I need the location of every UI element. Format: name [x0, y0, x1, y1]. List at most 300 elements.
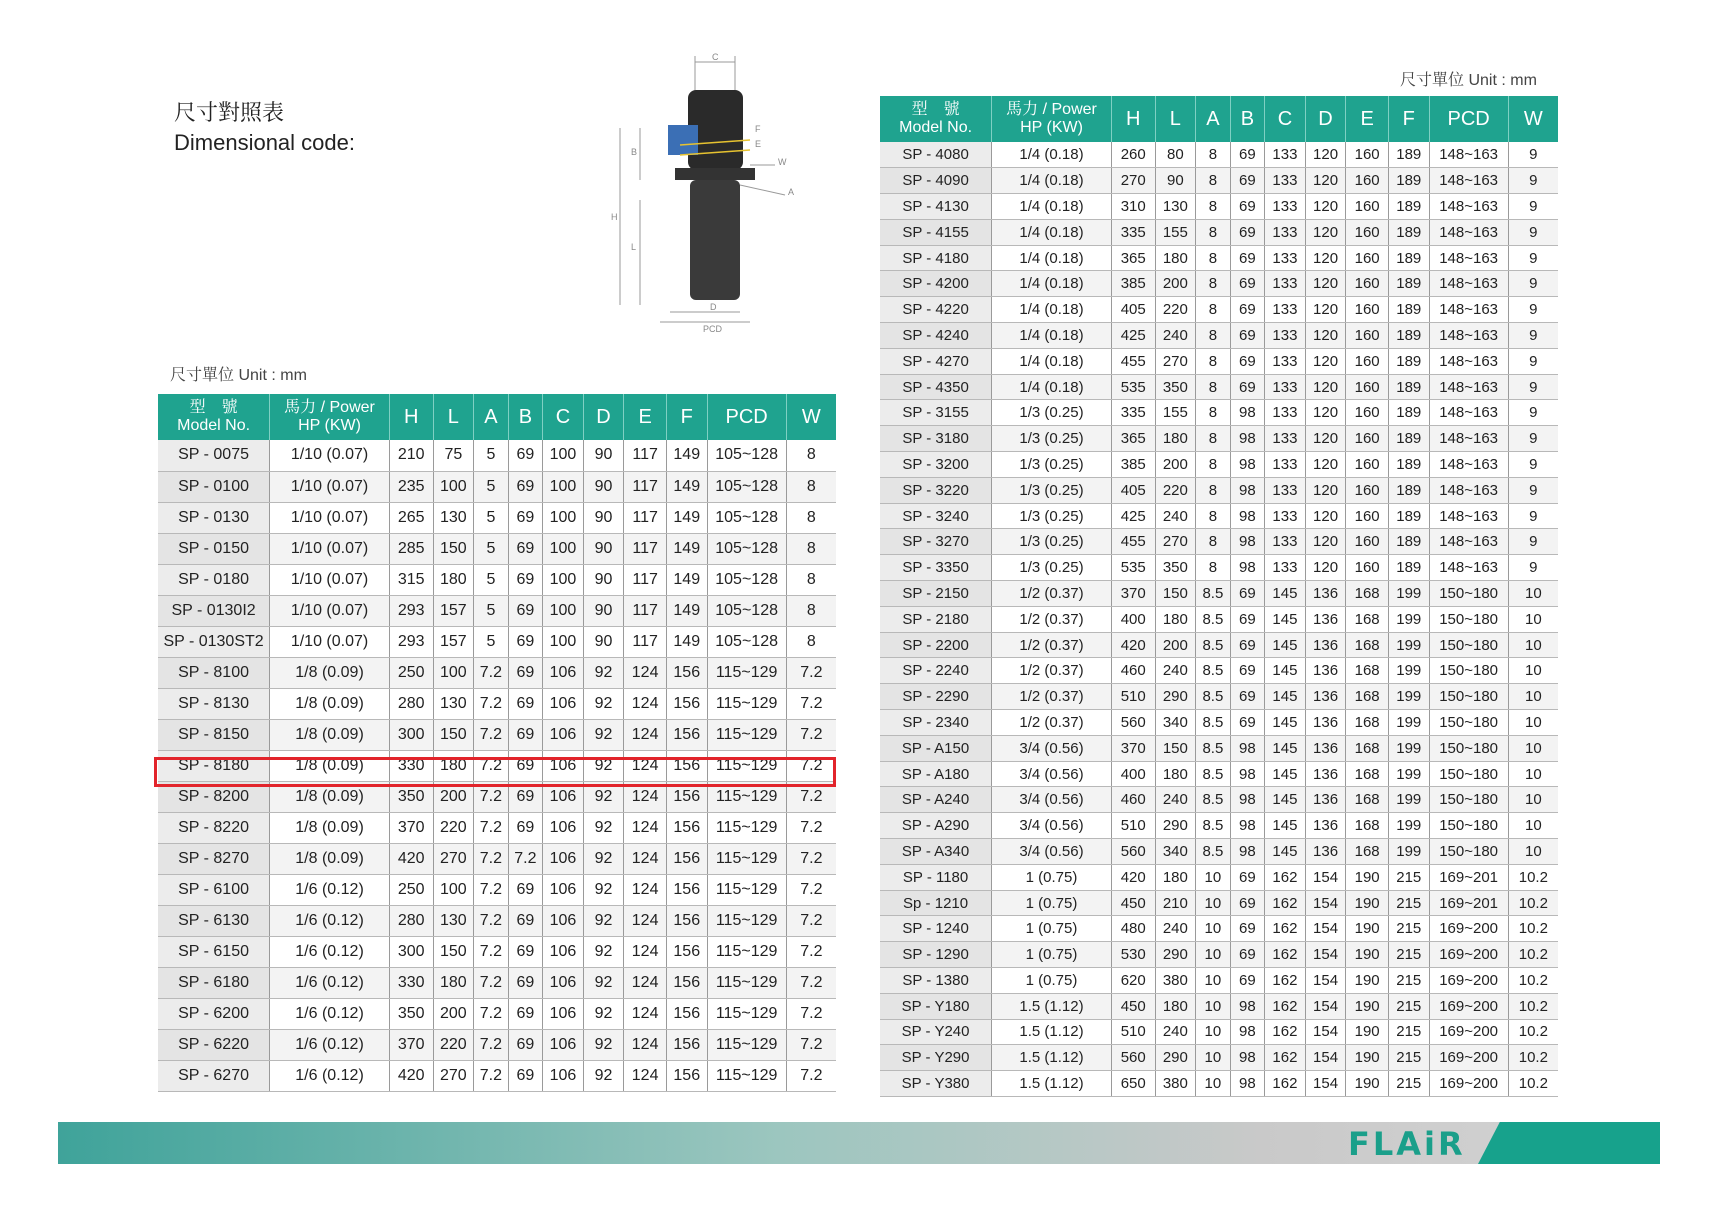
cell-power: 1/6 (0.12): [270, 967, 390, 998]
cell-l: 350: [1155, 374, 1196, 400]
cell-f: 199: [1388, 761, 1429, 787]
cell-w: 10: [1508, 632, 1558, 658]
cell-c: 162: [1265, 864, 1306, 890]
cell-a: 8: [1196, 142, 1231, 168]
label-a: A: [788, 187, 795, 197]
cell-b: 69: [1230, 606, 1265, 632]
cell-d: 120: [1305, 142, 1346, 168]
cell-pcd: 150~180: [1429, 710, 1508, 736]
cell-h: 293: [389, 595, 433, 626]
cell-d: 92: [583, 843, 624, 874]
cell-a: 8.5: [1196, 606, 1231, 632]
cell-pcd: 148~163: [1429, 477, 1508, 503]
cell-h: 560: [1111, 1045, 1155, 1071]
cell-f: 156: [666, 843, 707, 874]
cell-pcd: 115~129: [707, 781, 786, 812]
cell-power: 1/3 (0.25): [992, 477, 1112, 503]
cell-d: 120: [1305, 194, 1346, 220]
cell-power: 1/3 (0.25): [992, 400, 1112, 426]
cell-l: 200: [433, 781, 474, 812]
table-row: [158, 440, 836, 471]
cell-power: 1/6 (0.12): [270, 1029, 390, 1060]
header-model: 型 號 Model No.: [880, 96, 992, 142]
cell-w: 9: [1508, 452, 1558, 478]
cell-l: 270: [433, 1060, 474, 1091]
cell-e: 160: [1346, 477, 1389, 503]
cell-e: 160: [1346, 374, 1389, 400]
cell-b: 98: [1230, 477, 1265, 503]
cell-d: 92: [583, 688, 624, 719]
cell-l: 240: [1155, 916, 1196, 942]
cell-h: 370: [389, 1029, 433, 1060]
table-row: [880, 890, 1558, 916]
cell-d: 120: [1305, 503, 1346, 529]
cell-model: SP - 3220: [880, 477, 992, 503]
cell-pcd: 150~180: [1429, 761, 1508, 787]
cell-l: 240: [1155, 787, 1196, 813]
cell-h: 450: [1111, 890, 1155, 916]
cell-a: 5: [474, 595, 509, 626]
header-power: 馬力 / Power HP (KW): [992, 96, 1112, 142]
cell-model: Sp - 1210: [880, 890, 992, 916]
cell-d: 92: [583, 812, 624, 843]
cell-e: 160: [1346, 297, 1389, 323]
cell-f: 189: [1388, 168, 1429, 194]
cell-model: SP - 6150: [158, 936, 270, 967]
cell-power: 1.5 (1.12): [992, 1045, 1112, 1071]
cell-pcd: 148~163: [1429, 194, 1508, 220]
cell-power: 1/4 (0.18): [992, 374, 1112, 400]
cell-d: 154: [1305, 864, 1346, 890]
table-row: [880, 942, 1558, 968]
cell-a: 7.2: [474, 936, 509, 967]
cell-d: 92: [583, 874, 624, 905]
cell-a: 8: [1196, 555, 1231, 581]
cell-b: 98: [1230, 787, 1265, 813]
cell-w: 9: [1508, 245, 1558, 271]
cell-d: 136: [1305, 710, 1346, 736]
cell-power: 1 (0.75): [992, 942, 1112, 968]
cell-w: 7.2: [786, 905, 836, 936]
cell-pcd: 115~129: [707, 905, 786, 936]
table-row: [880, 297, 1558, 323]
cell-power: 1/6 (0.12): [270, 905, 390, 936]
cell-pcd: 115~129: [707, 998, 786, 1029]
cell-w: 9: [1508, 477, 1558, 503]
switch-box: [668, 125, 698, 155]
table-row: [158, 719, 836, 750]
cell-h: 235: [389, 471, 433, 502]
cell-w: 8: [786, 471, 836, 502]
cell-model: SP - 2240: [880, 658, 992, 684]
cell-power: 1.5 (1.12): [992, 1019, 1112, 1045]
cell-l: 210: [1155, 890, 1196, 916]
cell-pcd: 105~128: [707, 564, 786, 595]
table-row: [158, 1029, 836, 1060]
cell-pcd: 105~128: [707, 471, 786, 502]
cell-e: 124: [624, 719, 667, 750]
cell-b: 7.2: [508, 843, 543, 874]
cell-pcd: 150~180: [1429, 813, 1508, 839]
cell-pcd: 150~180: [1429, 839, 1508, 865]
cell-l: 90: [1155, 168, 1196, 194]
cell-w: 10: [1508, 658, 1558, 684]
cell-a: 8: [1196, 400, 1231, 426]
cell-c: 133: [1265, 529, 1306, 555]
table-row: [880, 968, 1558, 994]
cell-a: 7.2: [474, 719, 509, 750]
cell-b: 98: [1230, 400, 1265, 426]
cell-d: 154: [1305, 1071, 1346, 1097]
cell-pcd: 150~180: [1429, 581, 1508, 607]
cell-d: 154: [1305, 1045, 1346, 1071]
cell-power: 1/2 (0.37): [992, 684, 1112, 710]
cell-power: 1/2 (0.37): [992, 632, 1112, 658]
cell-c: 106: [543, 719, 584, 750]
cell-w: 7.2: [786, 998, 836, 1029]
cell-w: 9: [1508, 426, 1558, 452]
cell-w: 7.2: [786, 812, 836, 843]
cell-b: 69: [508, 533, 543, 564]
cell-c: 106: [543, 967, 584, 998]
cell-c: 133: [1265, 400, 1306, 426]
cell-c: 133: [1265, 555, 1306, 581]
cell-w: 7.2: [786, 874, 836, 905]
cell-power: 1/8 (0.09): [270, 750, 390, 781]
cell-c: 106: [543, 843, 584, 874]
cell-pcd: 105~128: [707, 502, 786, 533]
cell-h: 270: [1111, 168, 1155, 194]
cell-b: 69: [508, 626, 543, 657]
cell-a: 7.2: [474, 1060, 509, 1091]
cell-b: 69: [1230, 297, 1265, 323]
cell-power: 1/6 (0.12): [270, 936, 390, 967]
cell-h: 280: [389, 905, 433, 936]
cell-e: 160: [1346, 529, 1389, 555]
header-f: F: [666, 394, 707, 440]
cell-a: 5: [474, 533, 509, 564]
cell-b: 69: [1230, 864, 1265, 890]
cell-model: SP - 0180: [158, 564, 270, 595]
cell-power: 1/3 (0.25): [992, 452, 1112, 478]
cell-l: 157: [433, 626, 474, 657]
cell-b: 69: [508, 1060, 543, 1091]
cell-w: 9: [1508, 348, 1558, 374]
cell-w: 10.2: [1508, 864, 1558, 890]
table-row: [158, 1060, 836, 1091]
cell-e: 124: [624, 843, 667, 874]
cell-w: 10: [1508, 813, 1558, 839]
cell-c: 133: [1265, 477, 1306, 503]
cell-h: 535: [1111, 374, 1155, 400]
cell-a: 8.5: [1196, 787, 1231, 813]
table-row: [880, 1045, 1558, 1071]
cell-w: 9: [1508, 219, 1558, 245]
cell-b: 69: [508, 1029, 543, 1060]
cell-pcd: 148~163: [1429, 168, 1508, 194]
cell-h: 425: [1111, 503, 1155, 529]
cell-pcd: 150~180: [1429, 684, 1508, 710]
cell-model: SP - 4155: [880, 219, 992, 245]
table-row: [880, 271, 1558, 297]
cell-d: 120: [1305, 374, 1346, 400]
cell-b: 69: [1230, 632, 1265, 658]
cell-a: 7.2: [474, 688, 509, 719]
cell-l: 100: [433, 657, 474, 688]
cell-a: 8: [1196, 503, 1231, 529]
cell-pcd: 148~163: [1429, 271, 1508, 297]
cell-e: 190: [1346, 942, 1389, 968]
cell-d: 120: [1305, 529, 1346, 555]
cell-h: 365: [1111, 426, 1155, 452]
cell-h: 510: [1111, 813, 1155, 839]
cell-d: 120: [1305, 271, 1346, 297]
cell-model: SP - Y180: [880, 993, 992, 1019]
cell-b: 69: [508, 936, 543, 967]
cell-l: 155: [1155, 400, 1196, 426]
table-row: [158, 502, 836, 533]
header-c: C: [1265, 96, 1306, 142]
cell-pcd: 148~163: [1429, 142, 1508, 168]
cell-model: SP - Y290: [880, 1045, 992, 1071]
cell-l: 180: [433, 564, 474, 595]
cell-c: 133: [1265, 452, 1306, 478]
table-row: [880, 735, 1558, 761]
page-title: [174, 98, 355, 158]
cell-model: SP - 0100: [158, 471, 270, 502]
cell-power: 1/3 (0.25): [992, 503, 1112, 529]
cell-power: 1/10 (0.07): [270, 626, 390, 657]
cell-c: 133: [1265, 245, 1306, 271]
cell-b: 69: [508, 440, 543, 471]
cell-l: 200: [1155, 271, 1196, 297]
cell-power: 1/4 (0.18): [992, 348, 1112, 374]
cell-pcd: 148~163: [1429, 348, 1508, 374]
cell-f: 156: [666, 1060, 707, 1091]
cell-d: 136: [1305, 684, 1346, 710]
cell-b: 98: [1230, 426, 1265, 452]
cell-model: SP - A180: [880, 761, 992, 787]
label-l: L: [631, 242, 637, 252]
cell-model: SP - 2180: [880, 606, 992, 632]
table-row: [880, 606, 1558, 632]
table-row: [880, 529, 1558, 555]
cell-c: 162: [1265, 1071, 1306, 1097]
cell-power: 1/3 (0.25): [992, 555, 1112, 581]
cell-h: 350: [389, 998, 433, 1029]
cell-w: 10.2: [1508, 968, 1558, 994]
cell-w: 9: [1508, 323, 1558, 349]
cell-w: 9: [1508, 529, 1558, 555]
cell-d: 136: [1305, 735, 1346, 761]
cell-a: 8.5: [1196, 839, 1231, 865]
table-row: [880, 581, 1558, 607]
table-row: [880, 142, 1558, 168]
cell-l: 350: [1155, 555, 1196, 581]
cell-h: 400: [1111, 606, 1155, 632]
cell-model: SP - 3180: [880, 426, 992, 452]
cell-power: 1/4 (0.18): [992, 142, 1112, 168]
cell-c: 106: [543, 750, 584, 781]
cell-b: 98: [1230, 503, 1265, 529]
cell-model: SP - 8270: [158, 843, 270, 874]
cell-power: 1 (0.75): [992, 864, 1112, 890]
cell-h: 420: [389, 1060, 433, 1091]
cell-c: 145: [1265, 710, 1306, 736]
cell-c: 145: [1265, 684, 1306, 710]
table-row: [880, 219, 1558, 245]
cell-b: 69: [1230, 142, 1265, 168]
cell-c: 133: [1265, 426, 1306, 452]
cell-model: SP - 4240: [880, 323, 992, 349]
cell-h: 370: [389, 812, 433, 843]
cell-l: 130: [433, 688, 474, 719]
cell-model: SP - 3350: [880, 555, 992, 581]
cell-c: 106: [543, 781, 584, 812]
cell-power: 1/10 (0.07): [270, 533, 390, 564]
cell-w: 10: [1508, 839, 1558, 865]
cell-pcd: 169~201: [1429, 864, 1508, 890]
cell-pcd: 148~163: [1429, 323, 1508, 349]
cell-l: 270: [433, 843, 474, 874]
cell-e: 160: [1346, 142, 1389, 168]
cell-f: 149: [666, 595, 707, 626]
header-w: W: [786, 394, 836, 440]
cell-a: 8: [1196, 194, 1231, 220]
cell-a: 8: [1196, 245, 1231, 271]
cell-a: 8.5: [1196, 632, 1231, 658]
cell-e: 190: [1346, 890, 1389, 916]
cell-b: 69: [508, 812, 543, 843]
cell-e: 117: [624, 502, 667, 533]
cell-c: 100: [543, 533, 584, 564]
cell-f: 156: [666, 905, 707, 936]
cell-b: 98: [1230, 813, 1265, 839]
cell-f: 156: [666, 688, 707, 719]
cell-pcd: 169~200: [1429, 1045, 1508, 1071]
cell-c: 162: [1265, 993, 1306, 1019]
cell-model: SP - 6200: [158, 998, 270, 1029]
cell-d: 154: [1305, 890, 1346, 916]
cell-pcd: 169~200: [1429, 993, 1508, 1019]
cell-l: 150: [433, 936, 474, 967]
cell-d: 90: [583, 502, 624, 533]
cell-model: SP - 8100: [158, 657, 270, 688]
cell-d: 136: [1305, 813, 1346, 839]
cell-model: SP - 2290: [880, 684, 992, 710]
cell-model: SP - 4090: [880, 168, 992, 194]
cell-e: 168: [1346, 761, 1389, 787]
cell-e: 124: [624, 905, 667, 936]
cell-pcd: 115~129: [707, 657, 786, 688]
cell-a: 8: [1196, 219, 1231, 245]
table-row: [880, 400, 1558, 426]
cell-w: 9: [1508, 194, 1558, 220]
cell-l: 200: [1155, 632, 1196, 658]
cell-a: 8: [1196, 529, 1231, 555]
cell-pcd: 148~163: [1429, 374, 1508, 400]
cell-e: 124: [624, 657, 667, 688]
cell-model: SP - 2340: [880, 710, 992, 736]
table-row: [880, 710, 1558, 736]
cell-a: 8.5: [1196, 761, 1231, 787]
cell-w: 8: [786, 626, 836, 657]
cell-pcd: 150~180: [1429, 606, 1508, 632]
cell-l: 180: [1155, 761, 1196, 787]
cell-e: 160: [1346, 245, 1389, 271]
cell-b: 98: [1230, 529, 1265, 555]
cell-h: 420: [1111, 632, 1155, 658]
cell-c: 133: [1265, 297, 1306, 323]
cell-c: 133: [1265, 348, 1306, 374]
cell-l: 180: [1155, 606, 1196, 632]
cell-pcd: 115~129: [707, 1060, 786, 1091]
cell-d: 120: [1305, 245, 1346, 271]
cell-l: 340: [1155, 710, 1196, 736]
cell-e: 117: [624, 626, 667, 657]
cell-e: 160: [1346, 555, 1389, 581]
cell-pcd: 148~163: [1429, 555, 1508, 581]
cell-power: 1 (0.75): [992, 890, 1112, 916]
cell-a: 10: [1196, 1071, 1231, 1097]
cell-w: 10: [1508, 735, 1558, 761]
cell-e: 168: [1346, 735, 1389, 761]
cell-a: 8.5: [1196, 735, 1231, 761]
cell-h: 650: [1111, 1071, 1155, 1097]
cell-h: 310: [1111, 194, 1155, 220]
table-row: [880, 632, 1558, 658]
cell-w: 10.2: [1508, 1019, 1558, 1045]
cell-w: 7.2: [786, 843, 836, 874]
cell-l: 150: [1155, 581, 1196, 607]
cell-b: 69: [1230, 348, 1265, 374]
cell-a: 7.2: [474, 998, 509, 1029]
cell-b: 69: [508, 967, 543, 998]
cell-e: 160: [1346, 194, 1389, 220]
cell-w: 10: [1508, 710, 1558, 736]
cell-power: 1/8 (0.09): [270, 657, 390, 688]
label-c: C: [712, 52, 719, 62]
table-row: [158, 688, 836, 719]
cell-e: 160: [1346, 168, 1389, 194]
cell-l: 270: [1155, 529, 1196, 555]
cell-model: SP - 8150: [158, 719, 270, 750]
cell-d: 120: [1305, 168, 1346, 194]
table-row: [158, 626, 836, 657]
cell-power: 1/8 (0.09): [270, 843, 390, 874]
cell-l: 290: [1155, 684, 1196, 710]
cell-pcd: 115~129: [707, 719, 786, 750]
title-zh: 尺寸對照表: [174, 100, 285, 125]
cell-c: 100: [543, 595, 584, 626]
cell-c: 162: [1265, 1045, 1306, 1071]
cell-a: 7.2: [474, 750, 509, 781]
cell-power: 1/4 (0.18): [992, 168, 1112, 194]
table-row: [880, 813, 1558, 839]
cell-f: 199: [1388, 735, 1429, 761]
cell-e: 124: [624, 1029, 667, 1060]
cell-h: 330: [389, 967, 433, 998]
cell-e: 160: [1346, 503, 1389, 529]
header-d: D: [1305, 96, 1346, 142]
table-header-row: [880, 96, 1558, 142]
cell-w: 7.2: [786, 967, 836, 998]
cell-c: 106: [543, 1029, 584, 1060]
header-a: A: [1196, 96, 1231, 142]
cell-e: 117: [624, 533, 667, 564]
cell-d: 154: [1305, 916, 1346, 942]
cell-a: 10: [1196, 1045, 1231, 1071]
